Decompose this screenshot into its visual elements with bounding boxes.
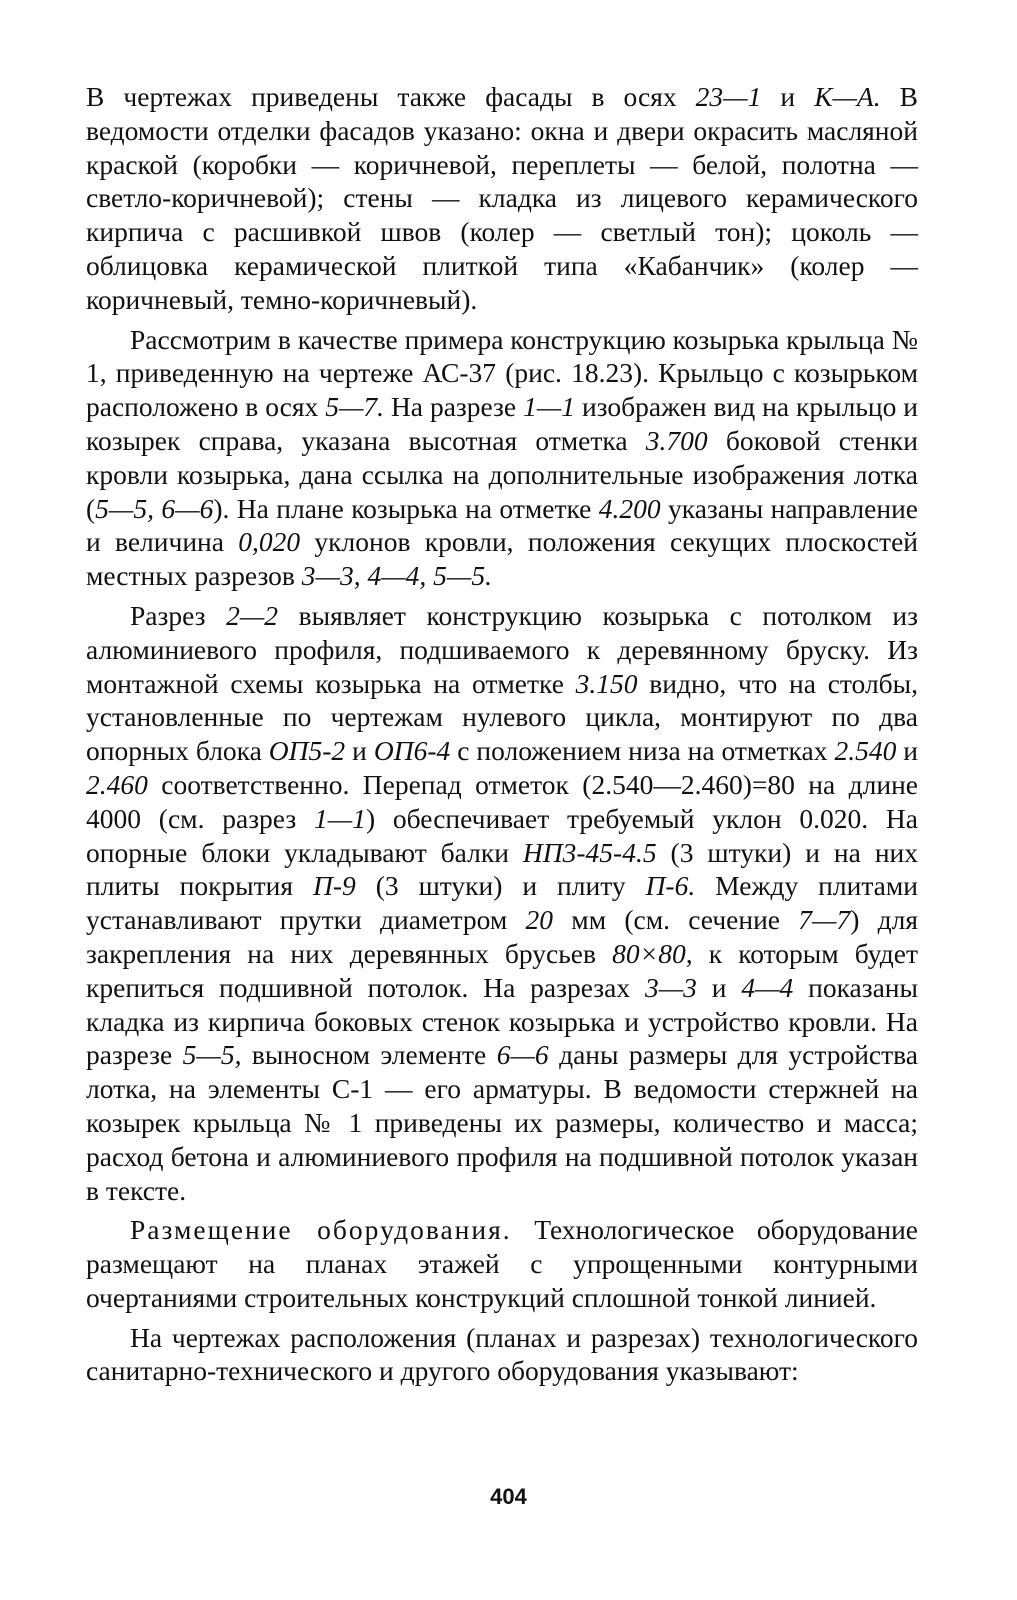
italic-run: 0,020: [238, 526, 301, 558]
paragraph-section-2-2: [86, 599, 918, 1207]
text-run: мм (см. сечение: [553, 904, 799, 936]
italic-run: 4.200: [598, 492, 661, 524]
text-run: Между плитами устанавливают прутки диаметром: [86, 870, 918, 936]
italic-run: 5—7.: [325, 391, 385, 423]
text-run: соответственно. Перепад отметок (2.540—2.460)=80 на длине 4000 (см. разрез: [86, 768, 918, 834]
page-number: 404: [490, 1484, 527, 1509]
italic-run: 4—4: [741, 971, 794, 1003]
italic-run: 1—1: [523, 391, 576, 423]
italic-run: 3.150: [575, 667, 638, 699]
italic-run: П-6.: [645, 870, 696, 902]
italic-run: К—А.: [814, 81, 881, 112]
text-run: и: [896, 735, 919, 767]
italic-run: НП3-45-4.5: [522, 836, 657, 868]
text-run: боковой стенки кровли козырька, дана ссылка на дополнительные изображения лотка (: [86, 424, 918, 524]
italic-run: 20: [525, 904, 554, 936]
italic-run: 1—1: [314, 802, 366, 834]
text-run: даны размеры для устройства лотка, на элементы С-1 — его арматуры. В ведомости стержней на козырек крыльца № 1 приведены их размеры, количество и масса; расход бетона и алюминиевого профиля на подшивной потолок указан в тексте.: [86, 1039, 918, 1206]
text-run: В чертежах приведены также фасады в осях: [86, 81, 696, 112]
text-run: Рассмотрим в качестве примера конструкцию козырька крыльца № 1, приведенную на чертеже АС-37 (рис. 18.23). Крыльцо с козырьком расположено в осях: [86, 323, 918, 423]
italic-run: 23—1: [695, 81, 762, 112]
text-run: На разрезе: [384, 391, 524, 423]
italic-run: П-9: [313, 870, 356, 902]
italic-run: 2—2: [226, 599, 279, 631]
paragraph-facades: [86, 80, 918, 317]
text-run: ) обеспечивает требуемый уклон 0.020. На опорные блоки укладывают балки: [86, 802, 918, 868]
text-run: указаны направление и величина: [86, 492, 919, 558]
text-run: (3 штуки) и на них плиты покрытия: [86, 836, 919, 902]
page-body: [86, 80, 918, 1394]
text-run: ). На плане козырька на отметке: [213, 492, 599, 524]
text-run: (3 штуки) и плиту: [355, 870, 646, 902]
text-run: выявляет конструкцию козырька с потолком из алюминиевого профиля, подшиваемого к деревянному бруску. Из монтажной схемы козырька на отметке: [86, 599, 918, 699]
text-run: выносном элементе: [241, 1039, 497, 1071]
text-run: и: [761, 81, 815, 112]
italic-run: 2.540: [834, 735, 897, 767]
italic-run: 5—5, 6—6: [95, 492, 214, 524]
text-run: с положением низа на отметках: [450, 735, 835, 767]
italic-run: 6—6: [496, 1039, 549, 1071]
italic-run: 5—5,: [182, 1039, 242, 1071]
text-run: В ведомости отделки фасадов указано: окна и двери окрасить масляной краской (коробки — коричневой, переплеты — белой, полотна — светло-коричневой); стены — кладка из лицевого керамического кирпича с расшивкой швов (колер — светлый тон); цоколь — облицовка керамической плиткой типа «Кабанчик» (колер — коричневый, темно-коричневый).: [86, 81, 918, 315]
text-run: уклонов кровли, положения секущих плоскостей местных разрезов: [86, 526, 918, 592]
paragraph-layout-drawings: [86, 1321, 918, 1389]
text-run: и: [345, 735, 374, 767]
italic-run: ОП6-4: [373, 735, 451, 767]
italic-run: 3—3, 4—4, 5—5.: [301, 560, 492, 592]
paragraph-porch-canopy: [86, 323, 918, 593]
italic-run: ОП5-2: [268, 735, 346, 767]
spaced-heading-run: Размещение оборудования.: [130, 1214, 512, 1246]
italic-run: 3.700: [645, 424, 708, 456]
text-run: показаны кладка из кирпича боковых стенок козырька и устройство кровли. На разрезе: [86, 971, 918, 1071]
text-run: к которым будет крепиться подшивной потолок. На разрезах: [86, 937, 918, 1003]
text-run: Технологическое оборудование размещают на планах этажей с упрощенными контурными очертаниями строительных конструкций сплошной тонкой линией.: [86, 1214, 918, 1313]
text-run: На чертежах расположения (планах и разрезах) технологического санитарно-технического и другого оборудования указывают:: [86, 1321, 918, 1387]
italic-run: 2.460: [86, 768, 148, 800]
italic-run: 7—7: [798, 904, 851, 936]
text-run: ) для закрепления на них деревянных брусьев: [86, 904, 919, 969]
text-run: Разрез: [130, 599, 227, 631]
text-run: видно, что на столбы, установленные по чертежам нулевого цикла, монтируют по два опорных блока: [86, 667, 919, 767]
italic-run: 3—3: [644, 971, 697, 1003]
italic-run: 80×80,: [612, 937, 693, 969]
paragraph-equipment-placement: [86, 1213, 918, 1314]
text-run: и: [696, 971, 742, 1003]
text-run: изображен вид на крыльцо и козырек справа, указана высотная отметка: [86, 391, 919, 456]
